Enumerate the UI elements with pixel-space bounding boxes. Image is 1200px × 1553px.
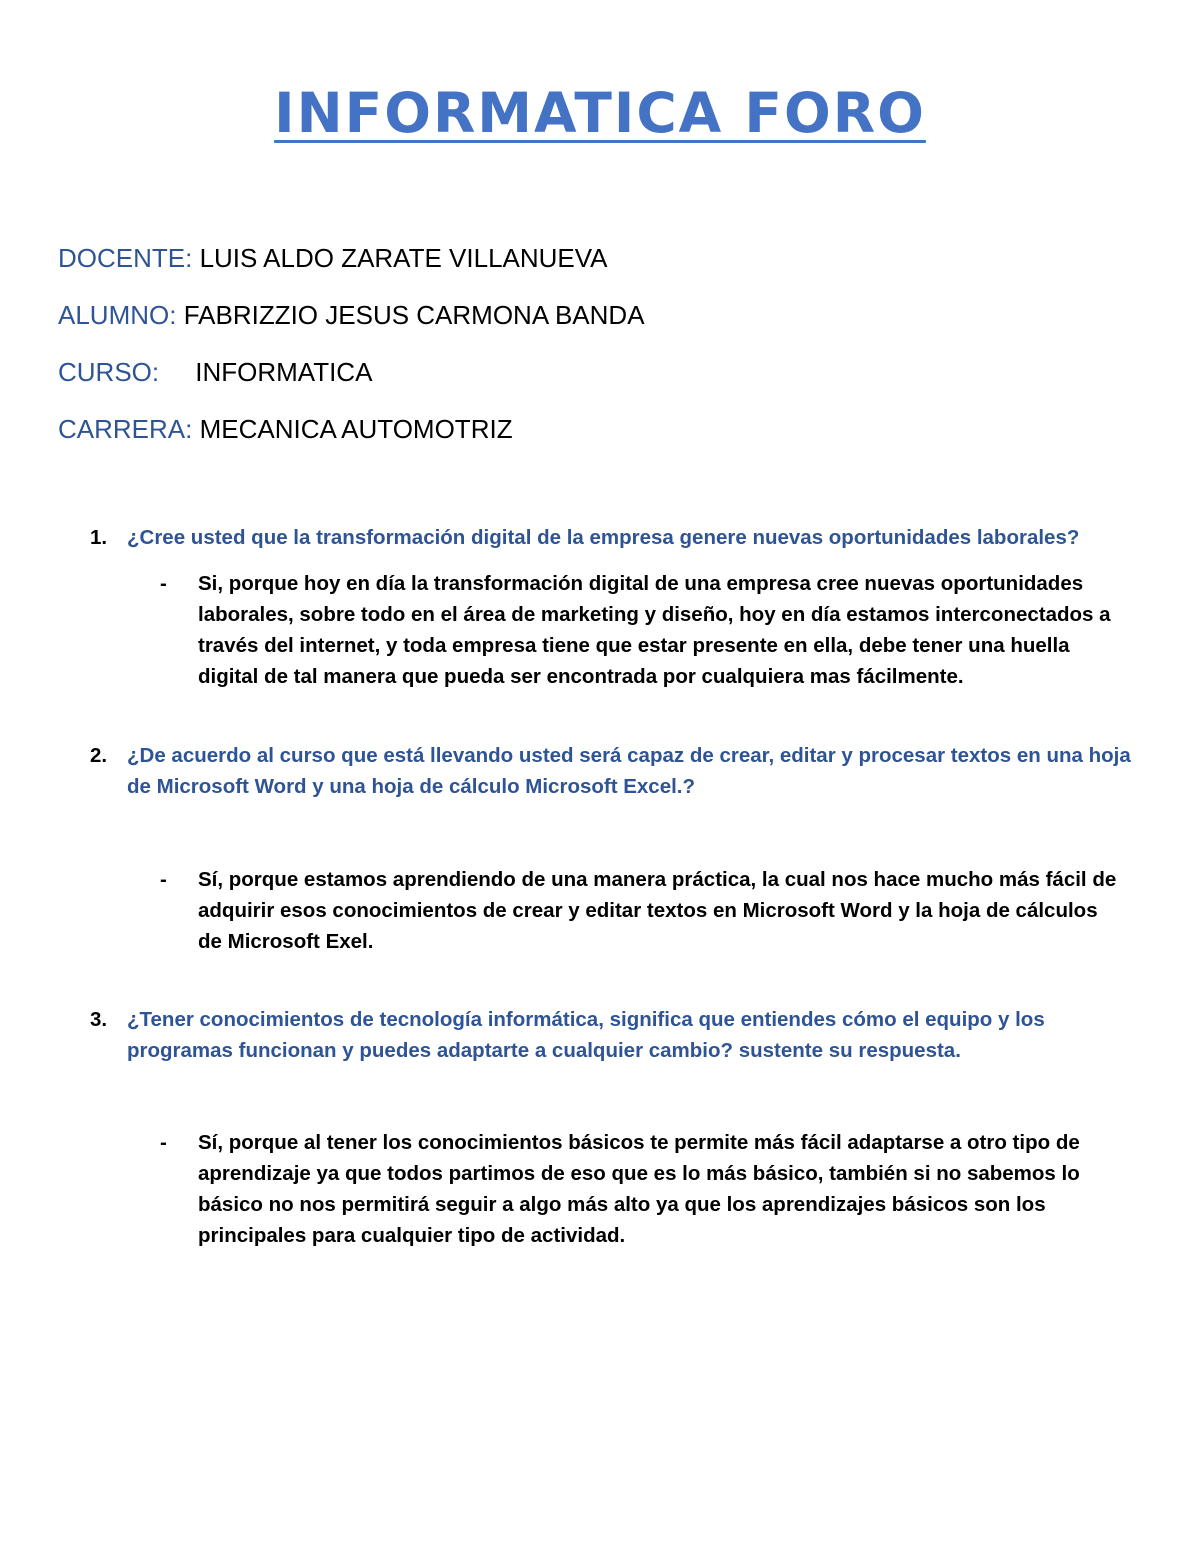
field-value: INFORMATICA bbox=[159, 357, 373, 387]
field-label: CARRERA: bbox=[58, 414, 193, 444]
answer-text: Si, porque hoy en día la transformación digital de una empresa cree nuevas oportunidades laborales, sobre todo en el área de marketing y diseño, hoy en día estamos interconectados a través del internet, y toda empresa tiene que estar presente en ella, debe tener una huella digital de tal manera que pueda ser encontrada por cualquiera mas fácilmente. bbox=[198, 572, 1111, 688]
question-text: ¿Cree usted que la transformación digital de la empresa genere nuevas oportunidades laborales? bbox=[127, 526, 1080, 549]
question-number: 2. bbox=[90, 744, 108, 767]
question-text: ¿De acuerdo al curso que está llevando usted será capaz de crear, editar y procesar textos en una hoja de Microsoft Word y una hoja de cálculo Microsoft Excel.? bbox=[127, 744, 1131, 798]
question-number: 3. bbox=[90, 1008, 108, 1031]
field-carrera bbox=[58, 413, 513, 445]
document-title: INFORMATICA FORO bbox=[274, 81, 926, 145]
question-text: ¿Tener conocimientos de tecnología informática, significa que entiendes cómo el equipo y los programas funcionan y puedes adaptarte a cualquier cambio? sustente su respuesta. bbox=[127, 1008, 1045, 1062]
answer-2 bbox=[160, 864, 1120, 957]
answer-3 bbox=[160, 1127, 1120, 1251]
field-label: CURSO: bbox=[58, 357, 160, 387]
question-number: 1. bbox=[90, 526, 108, 549]
answer-1 bbox=[160, 568, 1120, 692]
answer-bullet: - bbox=[160, 572, 167, 595]
answer-bullet: - bbox=[160, 1131, 167, 1154]
question-1 bbox=[90, 522, 1150, 553]
answer-text: Sí, porque estamos aprendiendo de una manera práctica, la cual nos hace mucho más fácil de adquirir esos conocimientos de crear y editar textos en Microsoft Word y la hoja de cálculos de Microsoft Exel. bbox=[198, 868, 1117, 953]
question-3 bbox=[90, 1004, 1150, 1066]
field-docente bbox=[58, 242, 608, 274]
field-value: LUIS ALDO ZARATE VILLANUEVA bbox=[192, 243, 608, 273]
field-value: MECANICA AUTOMOTRIZ bbox=[192, 414, 513, 444]
question-2 bbox=[90, 740, 1150, 802]
answer-bullet: - bbox=[160, 868, 167, 891]
field-alumno bbox=[58, 299, 645, 331]
answer-text: Sí, porque al tener los conocimientos básicos te permite más fácil adaptarse a otro tipo de aprendizaje ya que todos partimos de eso que es lo más básico, también si no sabemos lo básico no nos permitirá seguir a algo más alto ya que los aprendizajes básicos son los principales para cualquier tipo de actividad. bbox=[198, 1131, 1080, 1247]
field-label: DOCENTE: bbox=[58, 243, 193, 273]
field-curso bbox=[58, 356, 372, 388]
field-label: ALUMNO: bbox=[58, 300, 177, 330]
field-value: FABRIZZIO JESUS CARMONA BANDA bbox=[176, 300, 645, 330]
